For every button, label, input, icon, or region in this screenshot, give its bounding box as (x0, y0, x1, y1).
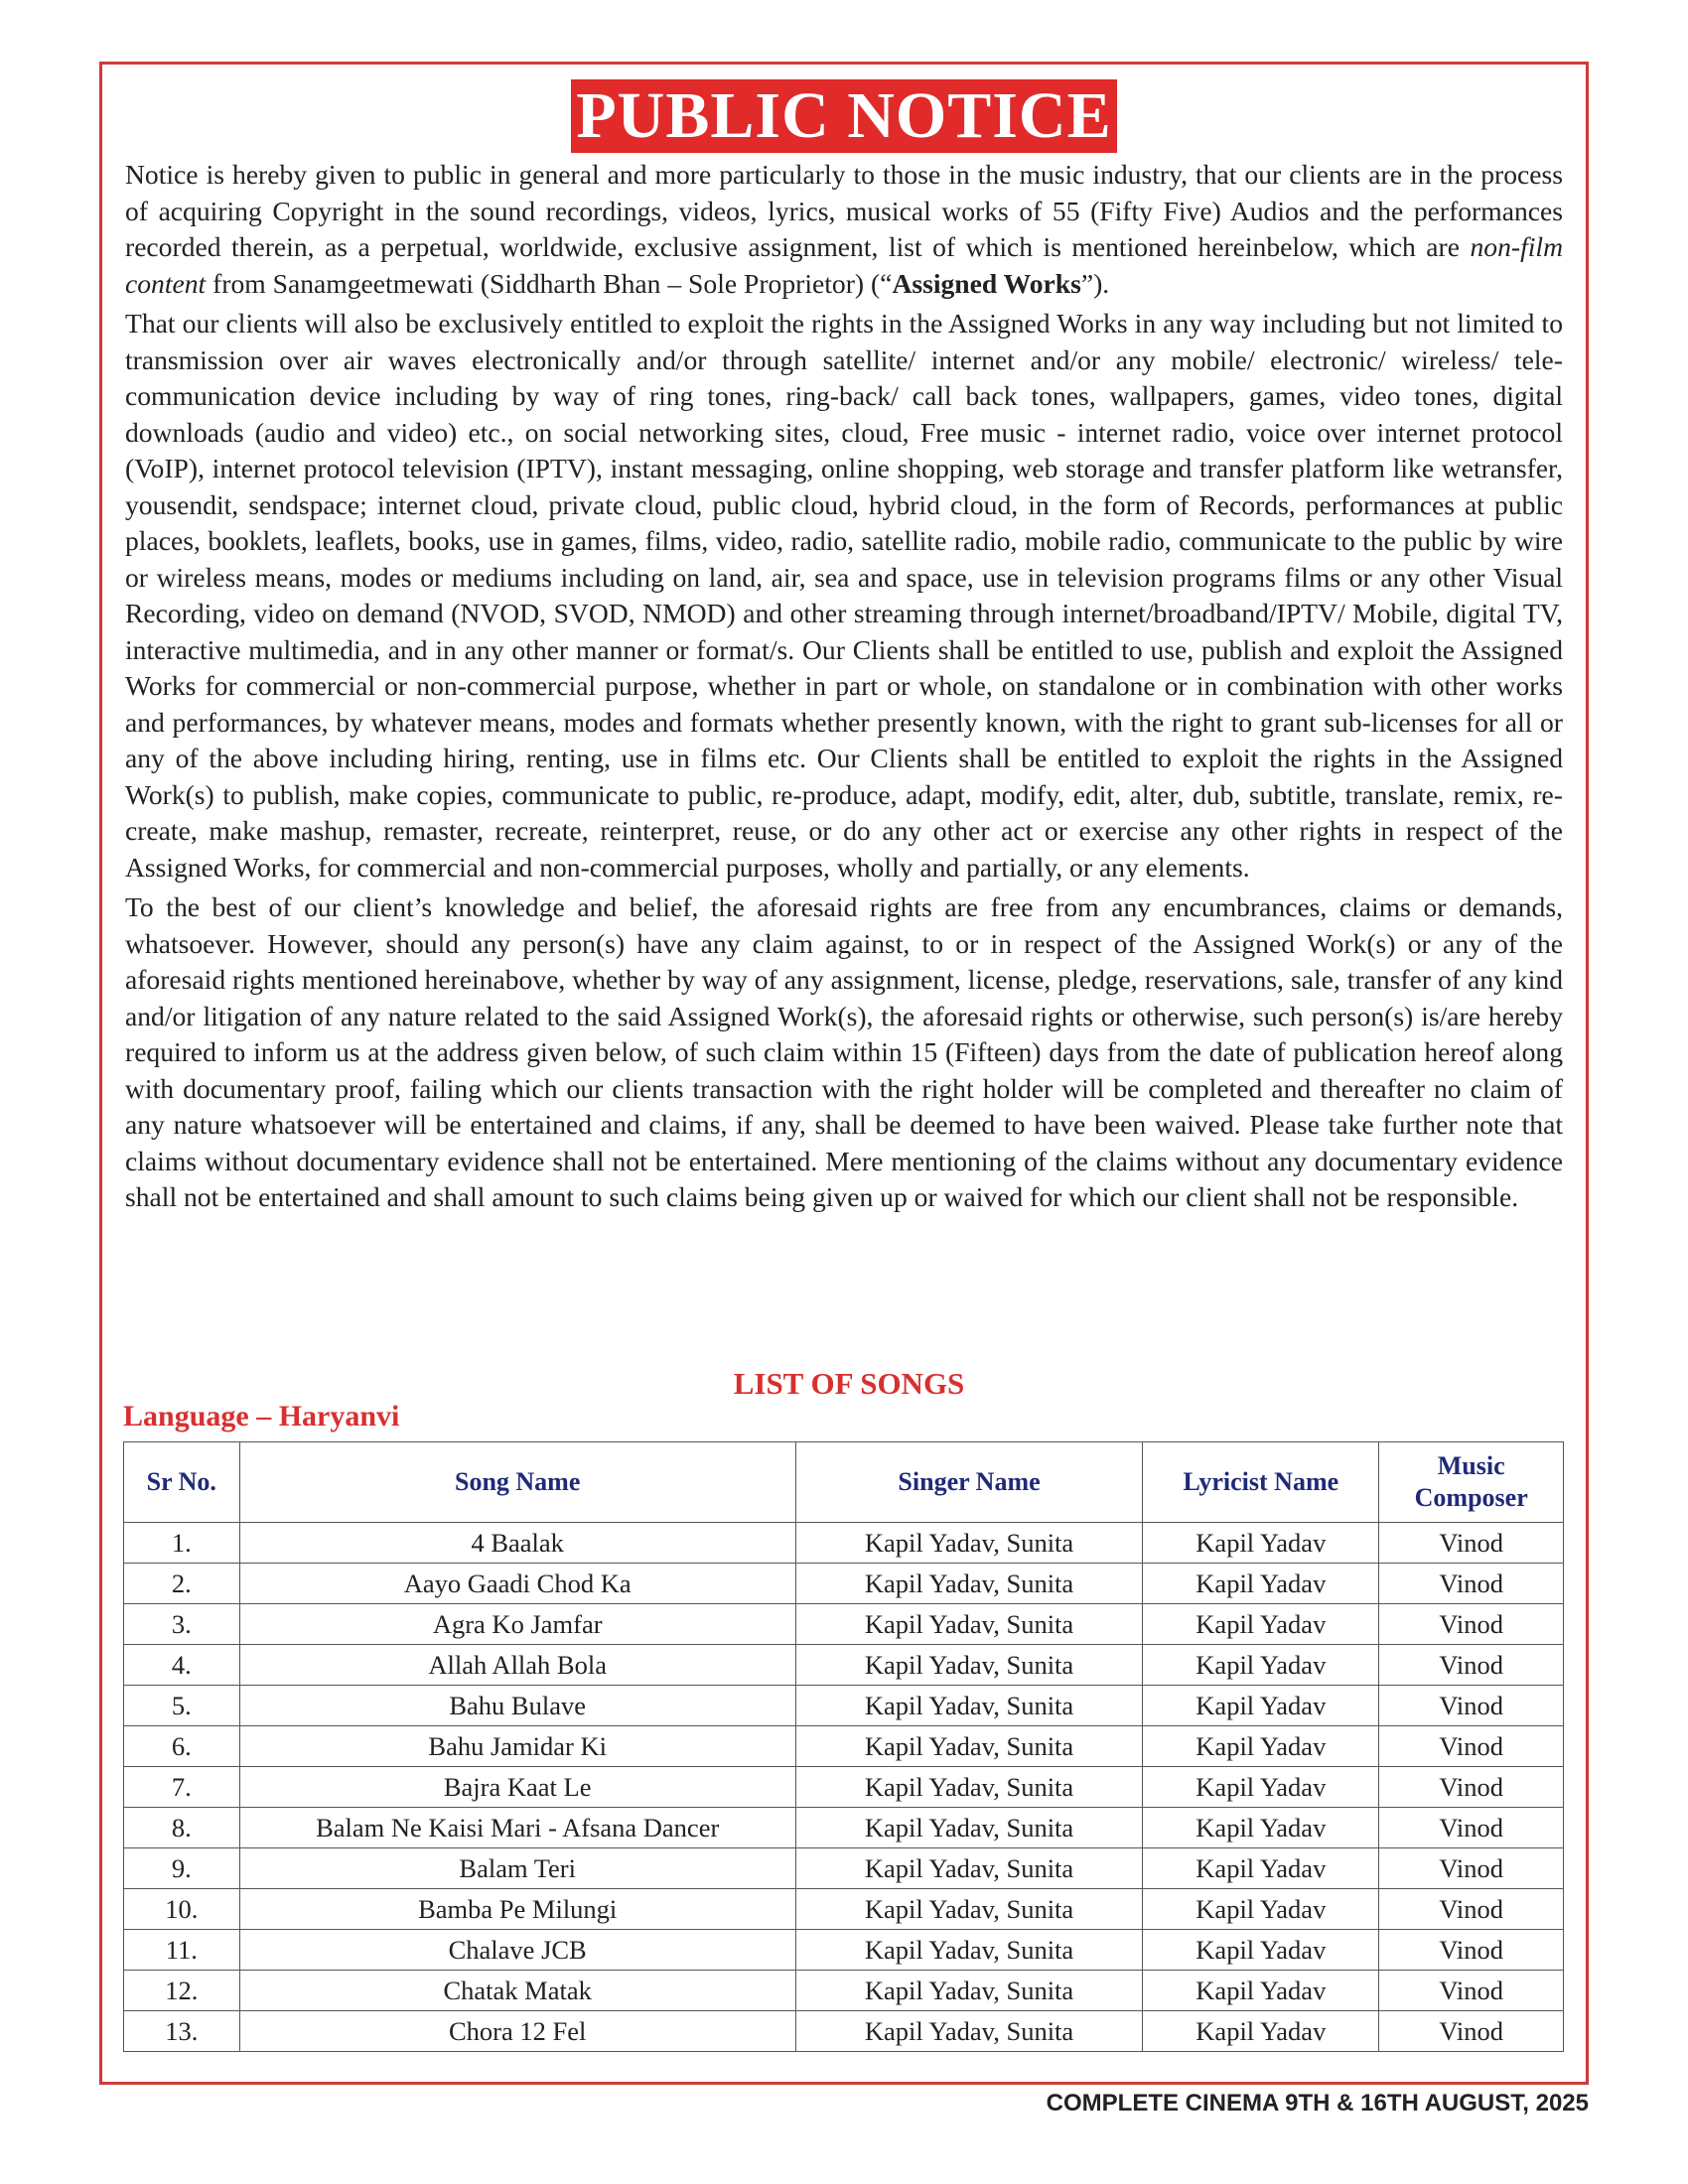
cell-singer-name: Kapil Yadav, Sunita (795, 1523, 1142, 1564)
paragraph-acquisition (125, 157, 1563, 302)
cell-music-composer: Vinod (1379, 1889, 1564, 1930)
table-header-row (124, 1442, 1564, 1523)
cell-song-name: Bamba Pe Milungi (239, 1889, 795, 1930)
cell-music-composer: Vinod (1379, 1564, 1564, 1604)
header-song-name: Song Name (239, 1442, 795, 1523)
table-row (124, 1971, 1564, 2011)
cell-sr-no: 7. (124, 1767, 240, 1808)
table-row (124, 1930, 1564, 1971)
cell-music-composer: Vinod (1379, 1808, 1564, 1848)
language-label: Language – Haryanvi (123, 1400, 400, 1433)
table-row (124, 1767, 1564, 1808)
cell-song-name: Balam Ne Kaisi Mari - Afsana Dancer (239, 1808, 795, 1848)
table-row (124, 1604, 1564, 1645)
cell-sr-no: 9. (124, 1848, 240, 1889)
cell-sr-no: 2. (124, 1564, 240, 1604)
table-row (124, 1686, 1564, 1726)
table-row (124, 1645, 1564, 1686)
header-sr-no: Sr No. (124, 1442, 240, 1523)
cell-song-name: Chatak Matak (239, 1971, 795, 2011)
cell-lyricist-name: Kapil Yadav (1143, 1930, 1379, 1971)
cell-music-composer: Vinod (1379, 1523, 1564, 1564)
non-film-content-phrase: non-film content (125, 231, 1563, 299)
cell-song-name: Bahu Jamidar Ki (239, 1726, 795, 1767)
list-of-songs-heading: LIST OF SONGS (733, 1366, 965, 1401)
cell-singer-name: Kapil Yadav, Sunita (795, 1971, 1142, 2011)
notice-body (125, 157, 1563, 1216)
paragraph-acquisition-text-3: ”). (1080, 267, 1110, 299)
cell-song-name: Allah Allah Bola (239, 1645, 795, 1686)
publication-footer: COMPLETE CINEMA 9TH & 16TH AUGUST, 2025 (1046, 2090, 1589, 2116)
cell-music-composer: Vinod (1379, 1686, 1564, 1726)
cell-lyricist-name: Kapil Yadav (1143, 1686, 1379, 1726)
cell-music-composer: Vinod (1379, 2011, 1564, 2052)
cell-song-name: 4 Baalak (239, 1523, 795, 1564)
cell-song-name: Balam Teri (239, 1848, 795, 1889)
notice-title: PUBLIC NOTICE (571, 79, 1117, 153)
cell-lyricist-name: Kapil Yadav (1143, 1604, 1379, 1645)
cell-music-composer: Vinod (1379, 1726, 1564, 1767)
cell-sr-no: 6. (124, 1726, 240, 1767)
table-row (124, 1848, 1564, 1889)
cell-singer-name: Kapil Yadav, Sunita (795, 1889, 1142, 1930)
cell-sr-no: 4. (124, 1645, 240, 1686)
cell-music-composer: Vinod (1379, 1767, 1564, 1808)
table-row (124, 1523, 1564, 1564)
cell-music-composer: Vinod (1379, 1604, 1564, 1645)
cell-singer-name: Kapil Yadav, Sunita (795, 1808, 1142, 1848)
cell-music-composer: Vinod (1379, 1848, 1564, 1889)
songs-table (123, 1441, 1564, 2052)
cell-lyricist-name: Kapil Yadav (1143, 1564, 1379, 1604)
cell-song-name: Agra Ko Jamfar (239, 1604, 795, 1645)
cell-lyricist-name: Kapil Yadav (1143, 1726, 1379, 1767)
cell-singer-name: Kapil Yadav, Sunita (795, 1767, 1142, 1808)
cell-song-name: Chora 12 Fel (239, 2011, 795, 2052)
table-row (124, 1726, 1564, 1767)
cell-lyricist-name: Kapil Yadav (1143, 1889, 1379, 1930)
cell-lyricist-name: Kapil Yadav (1143, 2011, 1379, 2052)
cell-lyricist-name: Kapil Yadav (1143, 1848, 1379, 1889)
cell-singer-name: Kapil Yadav, Sunita (795, 1564, 1142, 1604)
table-row (124, 1889, 1564, 1930)
cell-song-name: Bajra Kaat Le (239, 1767, 795, 1808)
cell-lyricist-name: Kapil Yadav (1143, 1808, 1379, 1848)
cell-song-name: Bahu Bulave (239, 1686, 795, 1726)
cell-lyricist-name: Kapil Yadav (1143, 1971, 1379, 2011)
cell-sr-no: 5. (124, 1686, 240, 1726)
cell-sr-no: 1. (124, 1523, 240, 1564)
paragraph-claims: To the best of our client’s knowledge and belief, the aforesaid rights are free from any encumbrances, claims or demands, whatsoever. However, should any person(s) have any claim against, to or in respect of the Assigned Work(s) or any of the aforesaid rights mentioned hereinabove, whether by way of any assignment, license, pledge, reservations, sale, transfer of any kind and/or litigation of any nature related to the said Assigned Work(s), the aforesaid rights or otherwise, such person(s) is/are hereby required to inform us at the address given below, of such claim within 15 (Fifteen) days from the date of publication hereof along with documentary proof, failing which our clients transaction with the right holder will be completed and thereafter no claim of any nature whatsoever will be entertained and claims, if any, shall be deemed to have been waived. Please take further note that claims without documentary evidence shall not be entertained. Mere mentioning of the claims without any documentary evidence shall not be entertained and shall amount to such claims being given up or waived for which our client shall not be responsible. (125, 891, 1563, 1212)
cell-singer-name: Kapil Yadav, Sunita (795, 1848, 1142, 1889)
paragraph-acquisition-text: Notice is hereby given to public in general and more particularly to those in the music industry, that our clients are in the process of acquiring Copyright in the sound recordings, videos, lyrics, musical works of 55 (Fifty Five) Audios and the performances recorded therein, as a perpetual, worldwide, exclusive assignment, list of which is mentioned hereinbelow, which are (125, 159, 1563, 262)
cell-sr-no: 11. (124, 1930, 240, 1971)
cell-sr-no: 8. (124, 1808, 240, 1848)
header-music-composer: Music Composer (1379, 1442, 1564, 1523)
paragraph-acquisition-text-2: from Sanamgeetmewati (Siddharth Bhan – Sole Proprietor) (“ (206, 267, 893, 299)
assigned-works-term: Assigned Works (892, 267, 1081, 299)
cell-sr-no: 10. (124, 1889, 240, 1930)
table-row (124, 1808, 1564, 1848)
cell-singer-name: Kapil Yadav, Sunita (795, 1930, 1142, 1971)
cell-music-composer: Vinod (1379, 1971, 1564, 2011)
paragraph-rights: That our clients will also be exclusively entitled to exploit the rights in the Assigned Works in any way including but not limited to transmission over air waves electronically and/or through satellite/ internet and/or any mobile/ electronic/ wireless/ tele-communication device including by way of ring tones, ring-back/ call back tones, wallpapers, games, video tones, digital downloads (audio and video) etc., on social networking sites, cloud, Free music - internet radio, voice over internet protocol (VoIP), internet protocol television (IPTV), instant messaging, online shopping, web storage and transfer platform like wetransfer, yousendit, sendspace; internet cloud, private cloud, public cloud, hybrid cloud, in the form of Records, performances at public places, booklets, leaflets, books, use in games, films, video, radio, satellite radio, mobile radio, communicate to the public by wire or wireless means, modes or mediums including on land, air, sea and space, use in television programs films or any other Visual Recording, video on demand (NVOD, SVOD, NMOD) and other streaming through internet/broadband/IPTV/ Mobile, digital TV, interactive multimedia, and in any other manner or format/s. Our Clients shall be entitled to use, publish and exploit the Assigned Works for commercial or non-commercial purpose, whether in part or whole, on standalone or in combination with other works and performances, by whatever means, modes and formats whether presently known, with the right to grant sub-licenses for all or any of the above including hiring, renting, use in films etc. Our Clients shall be entitled to exploit the rights in the Assigned Work(s) to publish, make copies, communicate to public, re-produce, adapt, modify, edit, alter, dub, subtitle, translate, remix, re-create, make mashup, remaster, recreate, reinterpret, reuse, or do any other act or exercise any other rights in respect of the Assigned Works, for commercial and non-commercial purposes, wholly and partially, or any elements. (125, 308, 1563, 883)
songs-table-body (124, 1523, 1564, 2052)
cell-sr-no: 3. (124, 1604, 240, 1645)
cell-singer-name: Kapil Yadav, Sunita (795, 1726, 1142, 1767)
cell-sr-no: 13. (124, 2011, 240, 2052)
cell-singer-name: Kapil Yadav, Sunita (795, 1686, 1142, 1726)
header-lyricist-name: Lyricist Name (1143, 1442, 1379, 1523)
cell-singer-name: Kapil Yadav, Sunita (795, 1645, 1142, 1686)
table-row (124, 1564, 1564, 1604)
cell-song-name: Aayo Gaadi Chod Ka (239, 1564, 795, 1604)
cell-lyricist-name: Kapil Yadav (1143, 1523, 1379, 1564)
cell-sr-no: 12. (124, 1971, 240, 2011)
cell-singer-name: Kapil Yadav, Sunita (795, 2011, 1142, 2052)
cell-music-composer: Vinod (1379, 1645, 1564, 1686)
cell-lyricist-name: Kapil Yadav (1143, 1767, 1379, 1808)
table-row (124, 2011, 1564, 2052)
header-singer-name: Singer Name (795, 1442, 1142, 1523)
cell-song-name: Chalave JCB (239, 1930, 795, 1971)
cell-music-composer: Vinod (1379, 1930, 1564, 1971)
cell-singer-name: Kapil Yadav, Sunita (795, 1604, 1142, 1645)
cell-lyricist-name: Kapil Yadav (1143, 1645, 1379, 1686)
